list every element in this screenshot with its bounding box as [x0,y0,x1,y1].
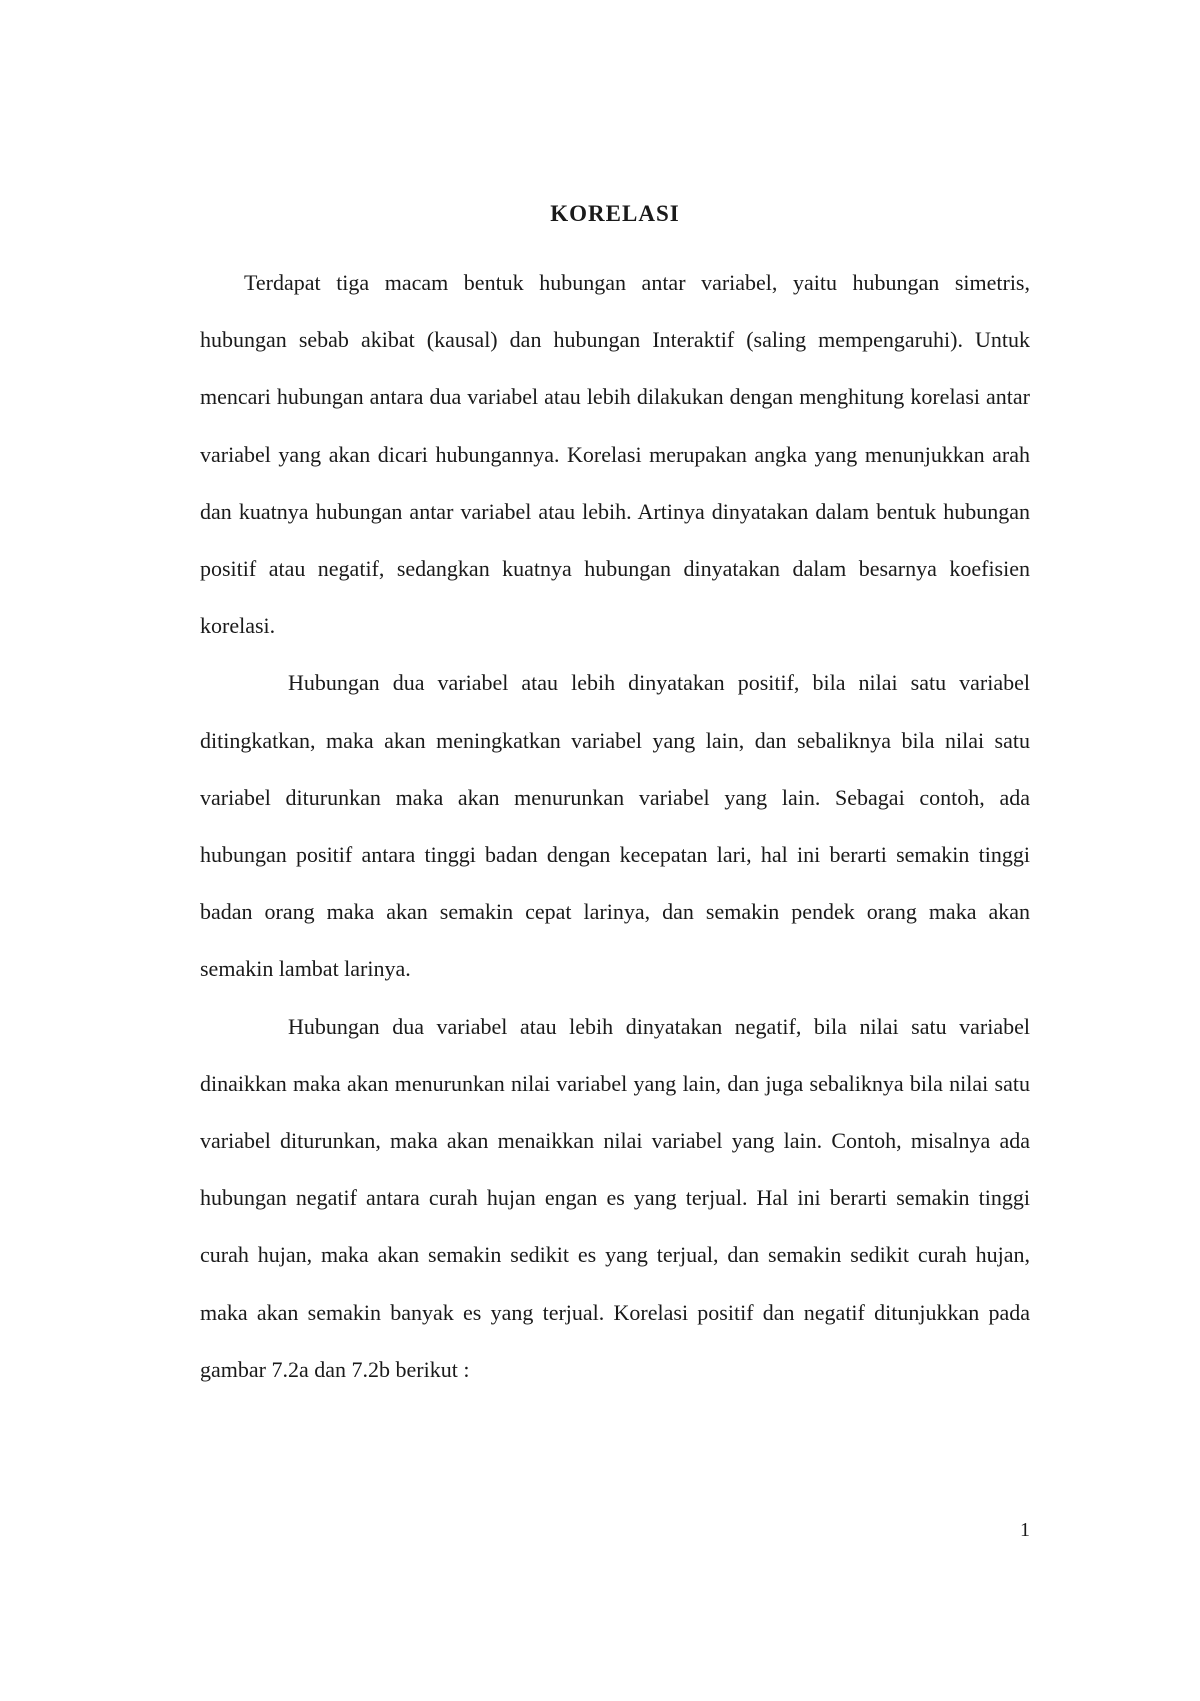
document-title: KORELASI [550,201,680,226]
paragraph-positive-correlation: Hubungan dua variabel atau lebih dinyatakan positif, bila nilai satu variabel ditingkatkan, maka akan meningkatkan variabel yang lain, dan sebaliknya bila nilai satu variabel diturunkan maka akan menurunkan variabel yang lain. Sebagai contoh, ada hubungan positif antara tinggi badan dengan kecepatan lari, hal ini berarti semakin tinggi badan orang maka akan semakin cepat larinya, dan semakin pendek orang maka akan semakin lambat larinya. [200,670,1030,982]
paragraph-negative-correlation: Hubungan dua variabel atau lebih dinyatakan negatif, bila nilai satu variabel dinaikkan maka akan menurunkan nilai variabel yang lain, dan juga sebaliknya bila nilai satu variabel diturunkan, maka akan menaikkan nilai variabel yang lain. Contoh, misalnya ada hubungan negatif antara curah hujan engan es yang terjual. Hal ini berarti semakin tinggi curah hujan, maka akan semakin sedikit es yang terjual, dan semakin sedikit curah hujan, maka akan semakin banyak es yang terjual. Korelasi positif dan negatif ditunjukkan pada gambar 7.2a dan 7.2b berikut : [200,1013,1030,1382]
document-body [200,254,1030,1398]
paragraph-intro: Terdapat tiga macam bentuk hubungan antar variabel, yaitu hubungan simetris, hubungan sebab akibat (kausal) dan hubungan Interaktif (saling mempengaruhi). Untuk mencari hubungan antara dua variabel atau lebih dilakukan dengan menghitung korelasi antar variabel yang akan dicari hubungannya. Korelasi merupakan angka yang menunjukkan arah dan kuatnya hubungan antar variabel atau lebih. Artinya dinyatakan dalam bentuk hubungan positif atau negatif, sedangkan kuatnya hubungan dinyatakan dalam besarnya koefisien korelasi. [200,270,1030,639]
page-number: 1 [1020,1519,1030,1541]
